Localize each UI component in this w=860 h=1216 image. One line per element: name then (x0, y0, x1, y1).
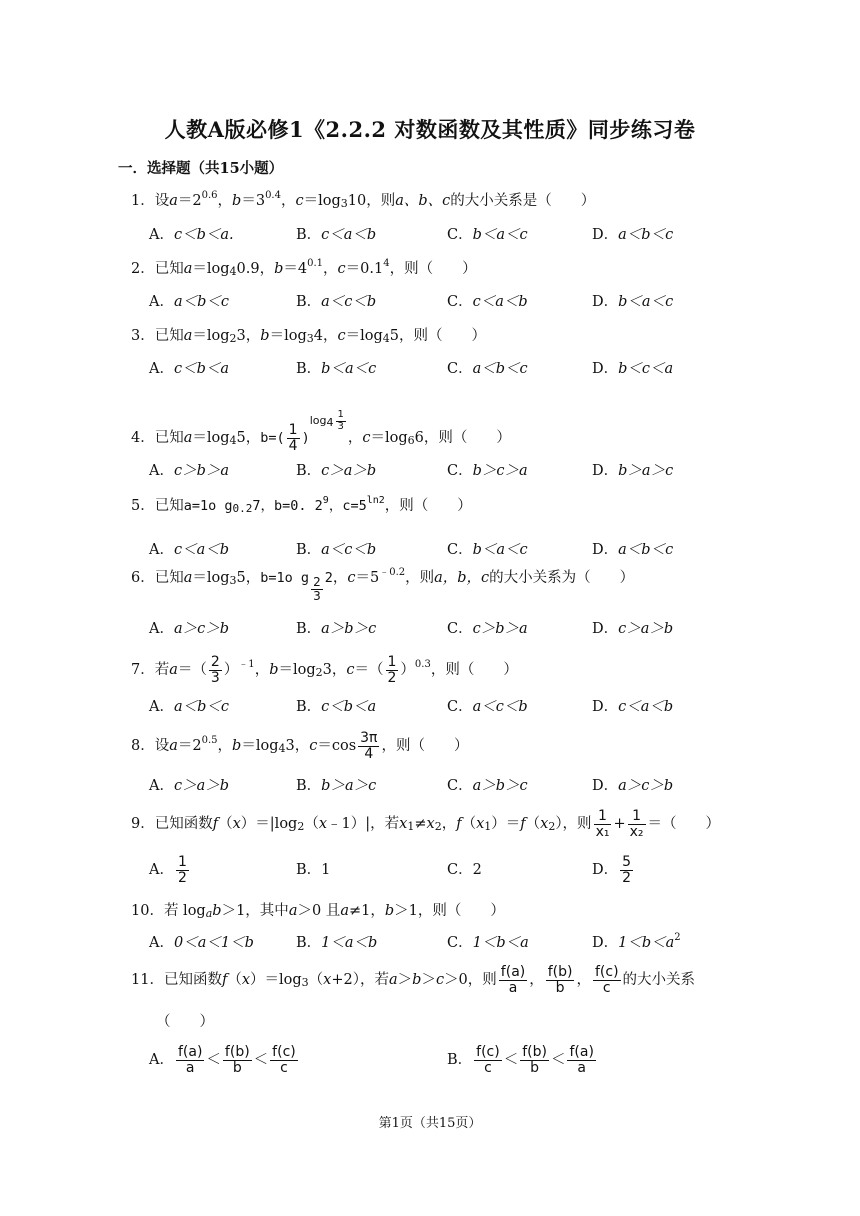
question-5-options: A．c＜a＜b B．a＜c＜b C．b＜a＜c D．a＜b＜c (149, 542, 674, 558)
question-3: 3．已知$a=\log_23$，$b=\log_34$，$c=\log_45$，则（ ） (131, 328, 486, 345)
option-b: B． $\frac{f(c)}{c}$ ＜ $\frac{f(b)}{b}$ ＜ $\frac{f(a)}{a}$ (447, 1043, 594, 1076)
question-9-options: A． $\frac{1}{2}$ B．1 C．2 D． $\frac{5}{2}$ (149, 853, 632, 886)
question-2: 2．已知$a=\log_40.9$，$b=4^{0.1}$，$c=0.1^4$，则（ ） (131, 258, 477, 278)
question-4-options: A．c＞b＞a B．c＞a＞b C．b＞c＞a D．b＞a＞c (149, 463, 674, 479)
question-1-options (149, 224, 749, 246)
question-7-options: A．a＜b＜c B．c＜b＜a C．a＜c＜b D．c＜a＜b (149, 699, 674, 715)
question-11-options (149, 1038, 749, 1082)
question-7: 7．若a＝（ $\frac{2}{3}$ ）$^{﹣1}$，$b=\log_23$，c＝（ $\frac{1}{2}$ ）$^{0.3}$，则（ ） (131, 653, 518, 686)
question-8-options: A．c＞a＞b B．b＞a＞c C．a＞b＞c D．a＞c＞b (149, 778, 674, 794)
option-a: A． $\frac{f(a)}{a}$ ＜ $\frac{f(b)}{b}$ ＜ $\frac{f(c)}{c}$ (149, 1043, 296, 1076)
question-2-options: A．a＜b＜c B．a＜c＜b C．c＜a＜b D．b＜a＜c (149, 294, 674, 310)
option-b: B．c＜a＜b (296, 227, 377, 243)
option-c: C．b＜a＜c (447, 227, 528, 243)
question-11-paren: （ ） (156, 1014, 214, 1030)
question-4: 4．已知$a=\log_45$，b=( $\frac{1}{4}$ )$\log_4$ $\frac{1}{3}$ ，$c=\log_66$，则（ ） (131, 409, 511, 454)
question-3-options: A．c＜b＜a B．b＜a＜c C．a＜b＜c D．b＜c＜a (149, 361, 674, 377)
option-a: A．c＜b＜a. (149, 227, 234, 243)
question-10-options: A．0＜a＜1＜b B．1＜a＜b C．1＜b＜a D．$1<b<a^2$ (149, 932, 681, 951)
question-9: 9．已知函数$f(x)=|\log_2(x﹣1)|$，若$x_1\ne x_2$，$f(x_1)=f(x_2)$，则 $\frac{1}{\text{x₁}}$ + $\frac{1}{\text{x₂}}$ ＝（ ） (131, 807, 721, 840)
section-heading: 一．选择题（共15小题） (118, 160, 284, 177)
question-6: 6．已知$a=\log_35$，b=1o g $\frac{2}{3}$ 2，$c=5^{﹣0.2}$，则a，b，c的大小关系为（ ） (131, 567, 635, 603)
question-1: 1．设$a=2^{0.6}$，$b=3^{0.4}$，$c=\log_310$，则a、b、c的大小关系是（ ） (131, 190, 596, 210)
page-footer: 第1页（共15页） (378, 1116, 482, 1131)
question-8: 8．设$a=2^{0.5}$，$b=\log_43$，c＝cos $\frac{3\pi}{4}$ ，则（ ） (131, 729, 469, 762)
question-6-options: A．a＞c＞b B．a＞b＞c C．c＞b＞a D．c＞a＞b (149, 621, 674, 637)
option-d: D．a＜b＜c (592, 227, 674, 243)
question-5: 5．已知a=1o $g_{0.2}7$，b=0. $2^9$，$c=5^{ln2}$，则（ ） (131, 495, 472, 515)
question-11: 11．已知函数$f(x)=\log_3(x+2)$，若a＞b＞c＞0，则 $\frac{f(a)}{a}$ ， $\frac{f(b)}{b}$ ， $\frac{f(c)}{c}$ 的大小关系 (131, 963, 696, 996)
question-10: 10．若 $\log_ab>1$，其中a＞0 且a≠1，b＞1，则（ ） (131, 903, 505, 920)
page-title: 人教A版必修1《2.2.2 对数函数及其性质》同步练习卷 (164, 117, 696, 142)
